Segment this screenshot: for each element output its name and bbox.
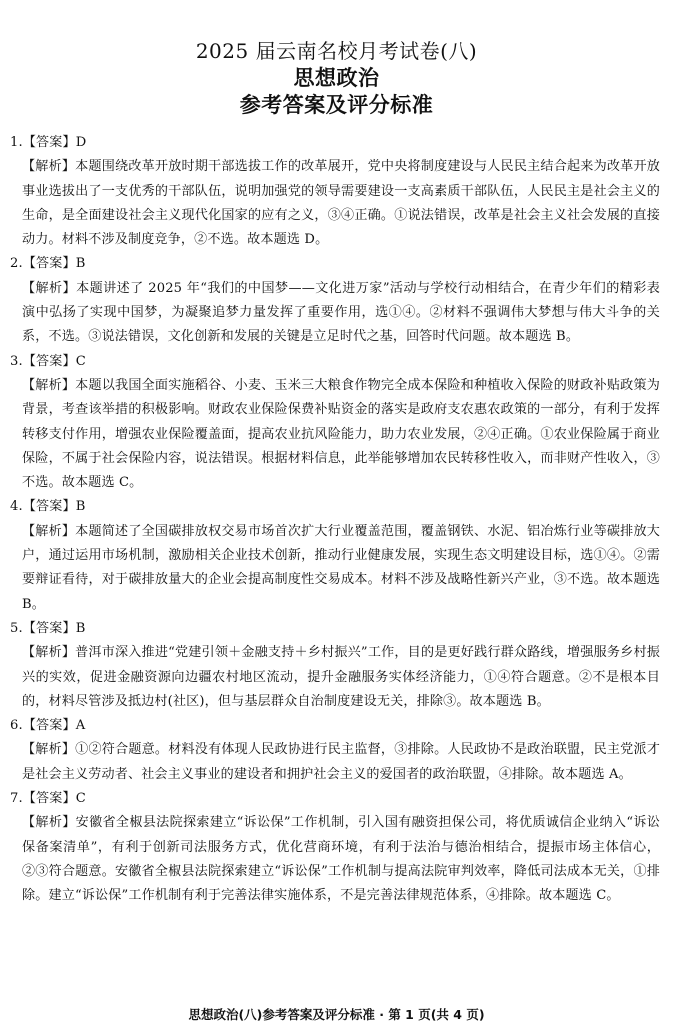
exam-title: 2025 届云南名校月考试卷(八) bbox=[195, 39, 478, 63]
answer-key: 【答案】C bbox=[22, 353, 86, 369]
analysis-text: 【解析】本题讲述了 2025 年“我们的中国梦——文化进万家”活动与学校行动相结合，在青少年们的精彩表演中弘扬了实现中国梦，为凝聚追梦力量发挥了重要作用，选①④。②材料不强调伟大梦想与伟大斗争的关系，不选。③说法错误，文化创新和发展的关键是立足时代之基，回答时代问题。故本题选 B。 bbox=[22, 280, 660, 345]
question-number: 5. bbox=[10, 620, 23, 636]
answer-item-2 bbox=[10, 252, 660, 349]
answer-item-3 bbox=[10, 350, 660, 496]
question-number: 2. bbox=[10, 256, 23, 272]
analysis-text: 【解析】安徽省全椒县法院探索建立“诉讼保”工作机制，引入国有融资担保公司，将优质诚信企业纳入“诉讼保备案清单”，有利于创新司法服务方式，优化营商环境，有利于法治与德治相结合，提振市场主体信心，②③符合题意。安徽省全椒县法院探索建立“诉讼保”工作机制与提高法院审判效率，降低司法成本无关，①排除。建立“诉讼保”工作机制有利于完善法律实施体系，不是完善法律规范体系，④排除。故本题选 C。 bbox=[22, 815, 660, 904]
answer-item-7 bbox=[10, 787, 660, 908]
question-number: 3. bbox=[10, 353, 23, 369]
answer-list bbox=[10, 131, 660, 909]
question-number: 6. bbox=[10, 718, 23, 734]
answer-key: 【答案】A bbox=[22, 718, 86, 734]
answer-item-1 bbox=[10, 131, 660, 252]
analysis-text: 【解析】本题围绕改革开放时期干部选拔工作的改革展开，党中央将制度建设与人民民主结合起来为改革开放事业选拔出了一支优秀的干部队伍，说明加强党的领导需要建设一支高素质干部队伍，人民民主是社会主义的生命，是全面建设社会主义现代化国家的应有之义，③④正确。①说法错误，改革是社会主义社会发展的直接动力。材料不涉及制度竞争，②不选。故本题选 D。 bbox=[22, 159, 660, 248]
question-number: 1. bbox=[10, 135, 23, 150]
answer-key: 【答案】B bbox=[22, 620, 86, 636]
subject-title: 思想政治 bbox=[293, 66, 380, 90]
answer-key: 【答案】D bbox=[22, 135, 87, 150]
page-footer: 思想政治(八)参考答案及评分标准 · 第 1 页(共 4 页) bbox=[188, 1007, 485, 1022]
question-number: 4. bbox=[10, 499, 23, 515]
answer-key: 【答案】B bbox=[22, 256, 86, 272]
document-subtitle: 参考答案及评分标准 bbox=[239, 93, 434, 117]
answer-item-4 bbox=[10, 495, 660, 616]
question-number: 7. bbox=[10, 791, 23, 807]
answer-key: 【答案】C bbox=[22, 791, 86, 807]
analysis-text: 【解析】本题简述了全国碳排放权交易市场首次扩大行业覆盖范围，覆盖钢铁、水泥、铝冶炼行业等碳排放大户，通过运用市场机制，激励相关企业技术创新，推动行业健康发展，实现生态文明建设目标，选①④。②需要辩证看待，对于碳排放量大的企业会提高制度性交易成本。材料不涉及战略性新兴产业，③不选。故本题选 B。 bbox=[22, 523, 660, 612]
answer-key: 【答案】B bbox=[22, 499, 86, 515]
analysis-text: 【解析】①②符合题意。材料没有体现人民政协进行民主监督，③排除。人民政协不是政治联盟，民主党派才是社会主义劳动者、社会主义事业的建设者和拥护社会主义的爱国者的政治联盟，④排除。故本题选 A。 bbox=[22, 742, 660, 782]
answer-item-5 bbox=[10, 617, 660, 714]
answer-item-6 bbox=[10, 714, 660, 787]
analysis-text: 【解析】本题以我国全面实施稻谷、小麦、玉米三大粮食作物完全成本保险和种植收入保险的财政补贴政策为背景，考查该举措的积极影响。财政农业保险保费补贴资金的落实是政府支农惠农政策的一部分，有利于发挥转移支付作用，增强农业保险覆盖面，提高农业抗风险能力，助力农业发展，②④正确。①农业保险属于商业保险，不属于社会保险内容，说法错误。根据材料信息，此举能够增加农民转移性收入，而非财产性收入，③不选。故本题选 C。 bbox=[22, 377, 660, 491]
analysis-text: 【解析】普洱市深入推进“党建引领＋金融支持＋乡村振兴”工作，目的是更好践行群众路线，增强服务乡村振兴的实效，促进金融资源向边疆农村地区流动，提升金融服务实体经济能力，①④符合题意。②不是根本目的，材料尽管涉及抵边村(社区)，但与基层群众自治制度建设无关，排除③。故本题选 B。 bbox=[22, 645, 660, 709]
